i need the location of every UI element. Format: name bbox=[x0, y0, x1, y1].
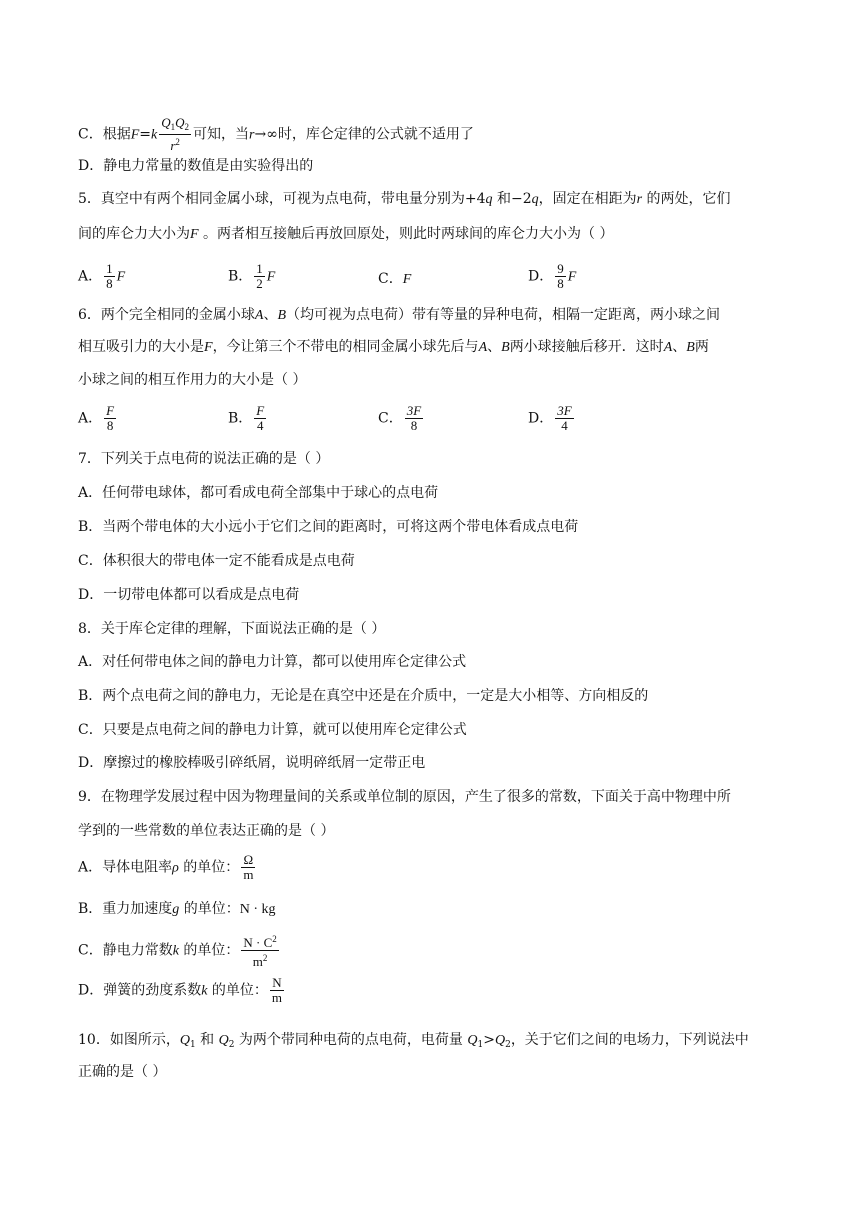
q7-option-b: B．当两个带电体的大小远小于它们之间的距离时，可将这两个带电体看成点电荷 bbox=[78, 519, 579, 535]
q8-option-b: B．两个点电荷之间的静电力，无论是在真空中还是在介质中，一定是大小相等、方向相反的 bbox=[78, 688, 649, 704]
q8-option-a: A．对任何带电体之间的静电力计算，都可以使用库仑定律公式 bbox=[78, 654, 467, 670]
q10-stem-line2: 正确的是（ ） bbox=[78, 1064, 167, 1080]
q6-option-c: C． $\frac{3F}{8}$ bbox=[378, 403, 422, 433]
q6-option-b: B． $\frac{F}{4}$ bbox=[228, 403, 265, 433]
q5-option-d: D． $\frac{9}{8}$ F bbox=[528, 261, 577, 291]
q9-stem-line1: 9．在物理学发展过程中因为物理量间的关系或单位制的原因，产生了很多的常数，下面关于高中物理中所 bbox=[78, 789, 731, 805]
q7-option-a: A．任何带电球体，都可看成电荷全部集中于球心的点电荷 bbox=[78, 485, 439, 501]
q6-stem-line1: 6．两个完全相同的金属小球A、B（均可视为点电荷）带有等量的异种电荷，相隔一定距离，两小球之间 bbox=[78, 307, 721, 323]
q8-option-c: C．只要是点电荷之间的静电力计算，就可以使用库仑定律公式 bbox=[78, 722, 467, 738]
q9-option-d: D．弹簧的劲度系数k 的单位： $\frac{N}{m}$ bbox=[78, 975, 283, 1005]
q9-option-b: B．重力加速度g 的单位：N · kg bbox=[78, 901, 276, 917]
q5-stem-line2: 间的库仑力大小为F 。两者相互接触后再放回原处，则此时两球间的库仑力大小为（ ） bbox=[78, 226, 614, 242]
q9-stem-line2: 学到的一些常数的单位表达正确的是（ ） bbox=[78, 823, 335, 839]
q8-option-d: D．摩擦过的橡胶棒吸引碎纸屑，说明碎纸屑一定带正电 bbox=[78, 755, 426, 771]
q6-stem-line2: 相互吸引力的大小是F，今让第三个不带电的相同金属小球先后与A、B两小球接触后移开．这时A、B两 bbox=[78, 339, 709, 355]
q7-option-c: C．体积很大的带电体一定不能看成是点电荷 bbox=[78, 553, 355, 569]
q10-stem-line1: 10．如图所示，$Q_1$ 和 $Q_2$ 为两个带同种电荷的点电荷，电荷量 $Q_1>Q_2$，关于它们之间的电场力，下列说法中 bbox=[78, 1032, 749, 1050]
q5-option-c: C．F bbox=[378, 271, 412, 287]
q7-stem: 7．下列关于点电荷的说法正确的是（ ） bbox=[78, 451, 330, 467]
q9-option-a: A．导体电阻率ρ 的单位： $\frac{\Omega}{m}$ bbox=[78, 852, 254, 882]
q6-stem-line3: 小球之间的相互作用力的大小是（ ） bbox=[78, 372, 307, 388]
q8-stem: 8．关于库仑定律的理解，下面说法正确的是（ ） bbox=[78, 621, 386, 637]
q5-option-b: B． $\frac{1}{2}$ F bbox=[228, 261, 276, 291]
coulomb-fraction: $\frac{Q_1Q_2}{r^2}$ bbox=[161, 115, 190, 153]
q4-option-d: D．静电力常量的数值是由实验得出的 bbox=[78, 158, 314, 174]
q5-stem-line1: 5．真空中有两个相同金属小球，可视为点电荷，带电量分别为+4q 和−2q，固定在相距为r 的两处，它们 bbox=[78, 191, 731, 207]
q4-option-c: C．根据F=k $\frac{Q_1Q_2}{r^2}$ 可知，当r→∞时，库仑定律的公式就不适用了 bbox=[78, 115, 474, 153]
q6-option-d: D． $\frac{3F}{4}$ bbox=[528, 403, 572, 433]
q5-option-a: A． $\frac{1}{8}$ F bbox=[78, 261, 126, 291]
q9-option-c: C．静电力常数k 的单位： $\frac{N \cdot C^2}{m^2}$ bbox=[78, 934, 277, 969]
q7-option-d: D．一切带电体都可以看成是点电荷 bbox=[78, 587, 300, 603]
q6-option-a: A． $\frac{F}{8}$ bbox=[78, 403, 115, 433]
